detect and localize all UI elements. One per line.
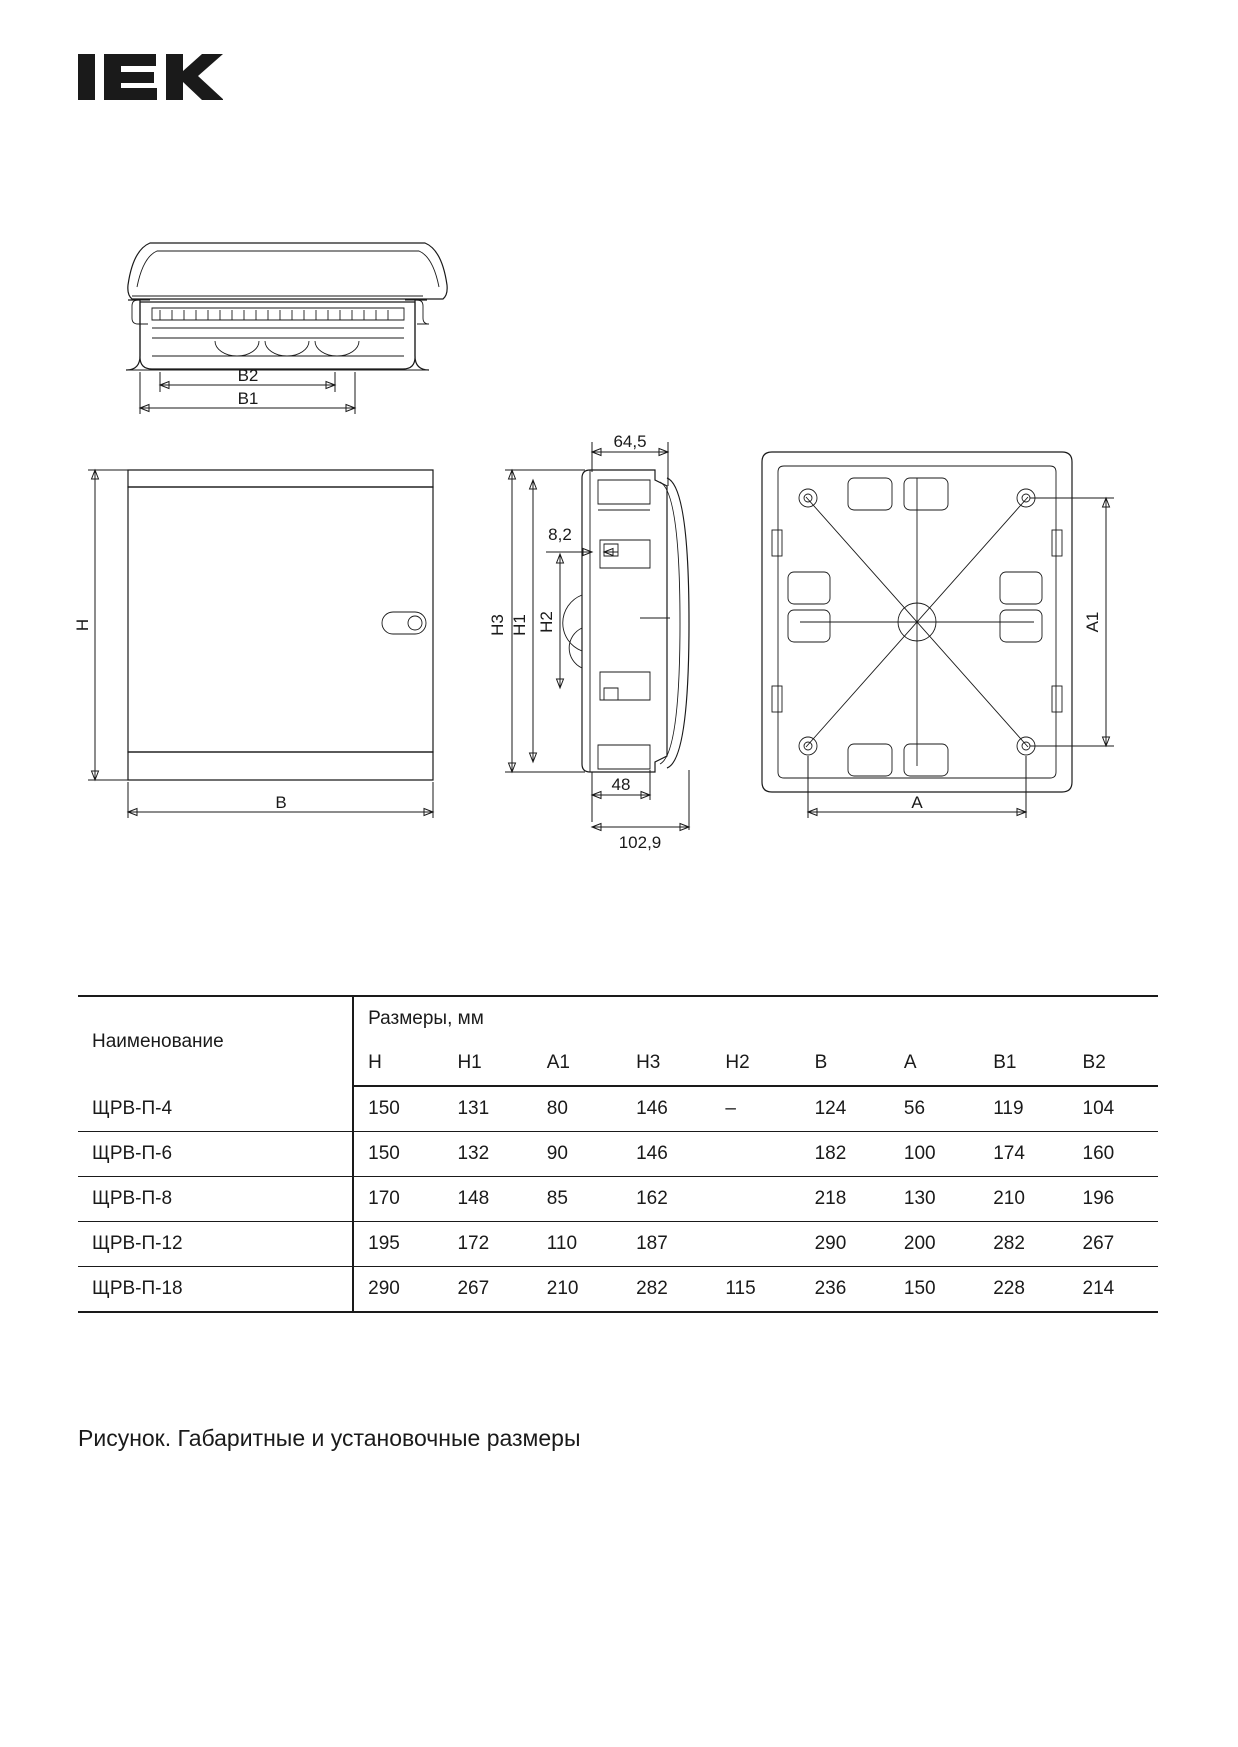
column-b2: B2	[1069, 1041, 1158, 1086]
cell-b: 290	[801, 1222, 890, 1267]
cell-a1: 110	[533, 1222, 622, 1267]
header-sizes: Размеры, мм	[353, 996, 1158, 1041]
side-view	[488, 432, 689, 852]
cell-b1: 174	[979, 1132, 1068, 1177]
table-row	[78, 1222, 1158, 1267]
row-name: ЩРВ-П-18	[78, 1267, 353, 1313]
cell-a: 130	[890, 1177, 979, 1222]
cell-a: 200	[890, 1222, 979, 1267]
cell-b: 124	[801, 1086, 890, 1132]
dimension-h1	[510, 480, 537, 762]
cell-b: 218	[801, 1177, 890, 1222]
cell-a1: 210	[533, 1267, 622, 1313]
cell-b1: 210	[979, 1177, 1068, 1222]
cell-h2	[711, 1222, 800, 1267]
label-a: A	[911, 793, 923, 812]
cell-h: 150	[353, 1132, 443, 1177]
cell-b2: 196	[1069, 1177, 1158, 1222]
label-48: 48	[611, 775, 631, 794]
cell-h2: –	[711, 1086, 800, 1132]
cell-b2: 104	[1069, 1086, 1158, 1132]
cell-b2: 160	[1069, 1132, 1158, 1177]
cell-h3: 282	[622, 1267, 711, 1313]
cell-h3: 146	[622, 1132, 711, 1177]
cell-a1: 90	[533, 1132, 622, 1177]
header-name: Наименование	[78, 996, 353, 1086]
cell-b2: 267	[1069, 1222, 1158, 1267]
cell-h: 195	[353, 1222, 443, 1267]
dimension-b	[128, 782, 433, 818]
table-row	[78, 1177, 1158, 1222]
cell-b: 182	[801, 1132, 890, 1177]
column-h1: H1	[443, 1041, 532, 1086]
label-h1: H1	[510, 614, 529, 636]
row-name: ЩРВ-П-6	[78, 1132, 353, 1177]
column-h: H	[353, 1041, 443, 1086]
cell-h1: 131	[443, 1086, 532, 1132]
figure-caption: Рисунок. Габаритные и установочные размеры	[78, 1425, 581, 1451]
cell-b2: 214	[1069, 1267, 1158, 1313]
cell-h2: 115	[711, 1267, 800, 1313]
label-b1: B1	[237, 389, 259, 408]
cell-h1: 267	[443, 1267, 532, 1313]
dimension-48	[592, 770, 650, 822]
cell-a1: 85	[533, 1177, 622, 1222]
column-h2: H2	[711, 1041, 800, 1086]
dimension-h2	[537, 554, 564, 688]
cell-h: 290	[353, 1267, 443, 1313]
front-view	[73, 470, 433, 818]
door-handle	[382, 612, 426, 634]
table-row	[78, 1132, 1158, 1177]
cell-h2	[711, 1132, 800, 1177]
cell-h3: 146	[622, 1086, 711, 1132]
row-name: ЩРВ-П-12	[78, 1222, 353, 1267]
rear-view	[762, 452, 1114, 818]
cell-b1: 119	[979, 1086, 1068, 1132]
column-a1: A1	[533, 1041, 622, 1086]
cell-h3: 162	[622, 1177, 711, 1222]
label-h3: H3	[488, 614, 507, 636]
cell-a: 56	[890, 1086, 979, 1132]
column-b1: B1	[979, 1041, 1068, 1086]
cell-h1: 132	[443, 1132, 532, 1177]
cell-h2	[711, 1177, 800, 1222]
dimension-64-5	[592, 432, 668, 486]
dimension-102-9	[592, 770, 689, 852]
cell-a: 150	[890, 1267, 979, 1313]
label-b2: B2	[237, 366, 259, 385]
top-view	[126, 243, 447, 414]
cell-a: 100	[890, 1132, 979, 1177]
label-b: B	[275, 793, 287, 812]
label-h: H	[73, 618, 92, 632]
cell-a1: 80	[533, 1086, 622, 1132]
label-8-2: 8,2	[548, 525, 572, 544]
column-b: B	[801, 1041, 890, 1086]
label-102-9: 102,9	[618, 833, 662, 852]
cell-h3: 187	[622, 1222, 711, 1267]
cell-h: 150	[353, 1086, 443, 1132]
label-h2: H2	[537, 611, 556, 633]
table-row	[78, 1086, 1158, 1132]
table-row	[78, 1267, 1158, 1313]
label-64-5: 64,5	[613, 432, 647, 451]
column-h3: H3	[622, 1041, 711, 1086]
row-name: ЩРВ-П-8	[78, 1177, 353, 1222]
cell-h: 170	[353, 1177, 443, 1222]
column-a: A	[890, 1041, 979, 1086]
cell-b1: 228	[979, 1267, 1068, 1313]
dimensions-table	[78, 995, 1158, 1313]
cell-h1: 148	[443, 1177, 532, 1222]
cell-b1: 282	[979, 1222, 1068, 1267]
dimension-h	[73, 470, 133, 780]
table-header-row	[78, 996, 1158, 1041]
cell-h1: 172	[443, 1222, 532, 1267]
label-a1: A1	[1083, 611, 1102, 633]
row-name: ЩРВ-П-4	[78, 1086, 353, 1132]
cell-b: 236	[801, 1267, 890, 1313]
